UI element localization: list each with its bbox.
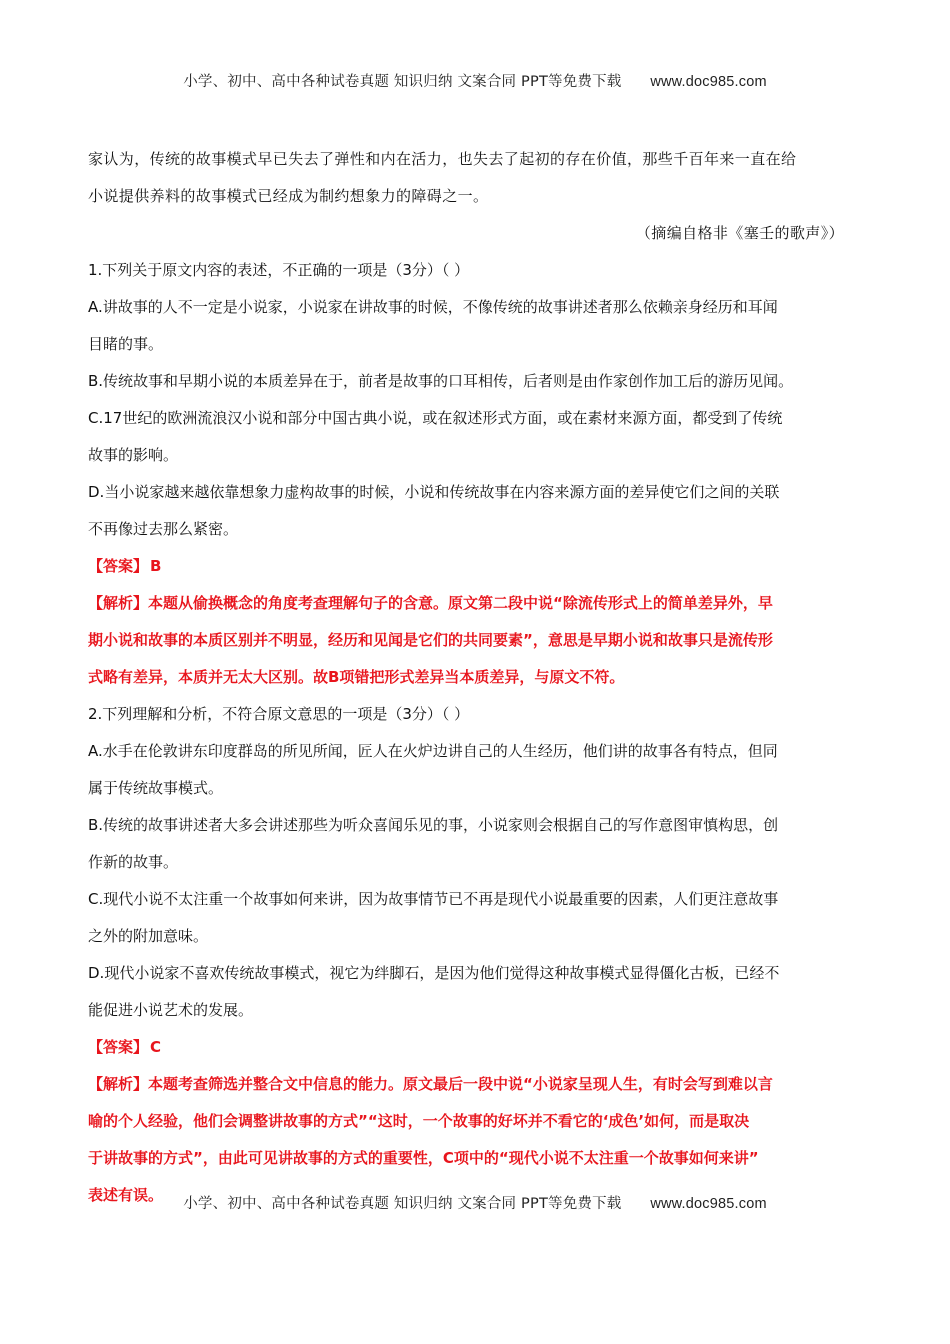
answer-value: C [150, 1038, 162, 1056]
page-footer [0, 1192, 950, 1213]
passage-line: 家认为，传统的故事模式早已失去了弹性和内在活力，也失去了起初的存在价值，那些千百年来一直在给 [88, 150, 797, 168]
q2-option-b: B.传统的故事讲述者大多会讲述那些为听众喜闻乐见的事，小说家则会根据自己的写作意图审慎构思，创 [88, 816, 779, 834]
q1-option-a-cont: 目睹的事。 [88, 335, 164, 353]
document-body [88, 141, 864, 1214]
q2-analysis-line: 于讲故事的方式”，由此可见讲故事的方式的重要性，C项中的“现代小说不太注重一个故事如何来讲” [88, 1149, 759, 1167]
page-header [0, 70, 950, 91]
q2-answer [88, 1029, 864, 1066]
q1-option-c-cont: 故事的影响。 [88, 446, 179, 464]
passage-line: 小说提供养料的故事模式已经成为制约想象力的障碍之一。 [88, 187, 489, 205]
header-text: 小学、初中、高中各种试卷真题 知识归纳 文案合同 PPT等免费下载 [183, 74, 622, 90]
q1-option-b: B.传统故事和早期小说的本质差异在于，前者是故事的口耳相传，后者则是由作家创作加工后的游历见闻。 [88, 372, 794, 390]
q1-analysis-line: 式略有差异，本质并无太大区别。故B项错把形式差异当本质差异，与原文不符。 [88, 668, 625, 686]
q2-option-b-cont: 作新的故事。 [88, 853, 179, 871]
q2-option-c: C.现代小说不太注重一个故事如何来讲，因为故事情节已不再是现代小说最重要的因素，人们更注意故事 [88, 890, 779, 908]
answer-label: 【答案】 [88, 557, 149, 575]
answer-value: B [150, 557, 162, 575]
q2-analysis-line: 喻的个人经验，他们会调整讲故事的方式”“这时，一个故事的好坏并不看它的‘成色’如何，而是取决 [88, 1112, 750, 1130]
q1-analysis-line: 期小说和故事的本质区别并不明显，经历和见闻是它们的共同要素”，意思是早期小说和故事只是流传形 [88, 631, 773, 649]
q1-option-d: D.当小说家越来越依靠想象力虚构故事的时候，小说和传统故事在内容来源方面的差异使它们之间的关联 [88, 483, 780, 501]
answer-label: 【答案】 [88, 1038, 149, 1056]
header-url[interactable]: www.doc985.com [650, 74, 767, 90]
q1-option-d-cont: 不再像过去那么紧密。 [88, 520, 239, 538]
q2-option-c-cont: 之外的附加意味。 [88, 927, 209, 945]
passage-source: （摘编自格非《塞壬的歌声》） [635, 224, 844, 242]
q2-option-d-cont: 能促进小说艺术的发展。 [88, 1001, 254, 1019]
footer-url[interactable]: www.doc985.com [650, 1196, 767, 1212]
question-1-stem: 1.下列关于原文内容的表述，不正确的一项是（3分）（ ） [88, 261, 470, 279]
q2-option-a-cont: 属于传统故事模式。 [88, 779, 224, 797]
question-2-stem: 2.下列理解和分析，不符合原文意思的一项是（3分）（ ） [88, 705, 470, 723]
q1-answer [88, 548, 864, 585]
q2-analysis-line: 表述有误。 [88, 1186, 164, 1204]
q1-option-a: A.讲故事的人不一定是小说家，小说家在讲故事的时候，不像传统的故事讲述者那么依赖亲身经历和耳闻 [88, 298, 778, 316]
q1-option-c: C.17世纪的欧洲流浪汉小说和部分中国古典小说，或在叙述形式方面，或在素材来源方面，都受到了传统 [88, 409, 783, 427]
q2-option-a: A.水手在伦敦讲东印度群岛的所见所闻，匠人在火炉边讲自己的人生经历，他们讲的故事各有特点，但同 [88, 742, 778, 760]
q1-analysis-line: 【解析】本题从偷换概念的角度考查理解句子的含意。原文第二段中说“除流传形式上的简单差异外，早 [88, 594, 773, 612]
footer-text: 小学、初中、高中各种试卷真题 知识归纳 文案合同 PPT等免费下载 [183, 1196, 622, 1212]
q2-option-d: D.现代小说家不喜欢传统故事模式，视它为绊脚石，是因为他们觉得这种故事模式显得僵化古板，已经不 [88, 964, 780, 982]
q2-analysis-line: 【解析】本题考查筛选并整合文中信息的能力。原文最后一段中说“小说家呈现人生，有时会写到难以言 [88, 1075, 773, 1093]
